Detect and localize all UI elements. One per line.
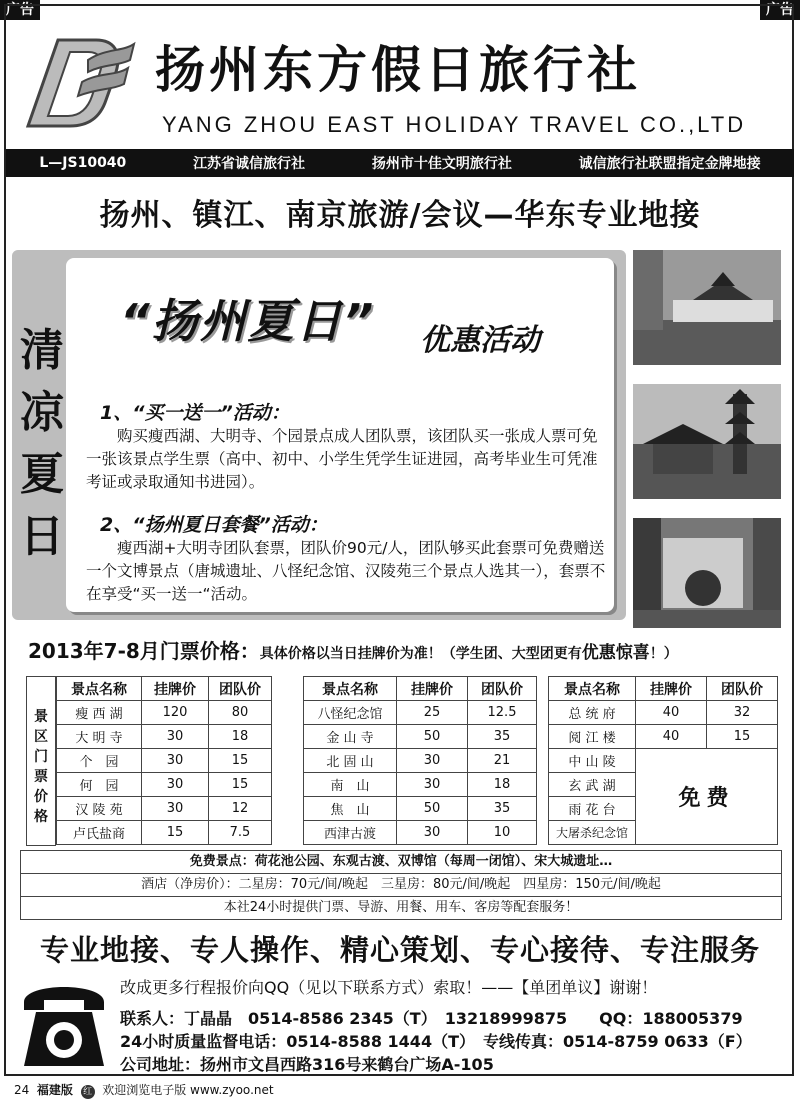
cell: 15 <box>142 821 209 845</box>
cell: 30 <box>142 749 209 773</box>
side-label-char: 区 <box>34 729 48 745</box>
cell: 30 <box>397 821 468 845</box>
footer-url-text[interactable]: 欢迎浏览电子版 www.zyoo.net <box>102 1083 274 1097</box>
page-number: 24 <box>14 1083 30 1097</box>
cell: 50 <box>397 725 468 749</box>
table-row <box>549 701 778 725</box>
table-row <box>57 749 272 773</box>
table-row <box>549 749 778 773</box>
cell: 12.5 <box>468 701 537 725</box>
table-header-row <box>57 677 272 701</box>
col-header: 团队价 <box>209 677 272 701</box>
cell: 汉 陵 苑 <box>57 797 142 821</box>
credential: 江苏省诚信旅行社 <box>193 156 306 172</box>
hotel-price-row: 酒店（净房价）：二星房：70元/间/晚起 三星房：80元/间/晚起 四星房：150元/间/晚起 <box>20 873 782 897</box>
cell: 21 <box>468 749 537 773</box>
cell: 卢氏盐商 <box>57 821 142 845</box>
company-name-cn: 扬州东方假日旅行社 <box>155 40 641 99</box>
publication-badge-icon: 红 <box>81 1085 95 1099</box>
table-header-row <box>549 677 778 701</box>
col-header: 景点名称 <box>304 677 397 701</box>
side-title-char: 清 <box>20 325 64 376</box>
services-note-row: 本社24小时提供门票、导游、用餐、用车、客房等配套服务！ <box>20 896 782 920</box>
credentials-bar <box>6 149 794 177</box>
col-header: 挂牌价 <box>636 677 707 701</box>
photo-five-pavilion-bridge <box>633 250 781 365</box>
main-slogan: 扬州、镇江、南京旅游/会议—华东专业地接 <box>99 198 701 233</box>
company-logo <box>18 30 136 136</box>
license-number: L—JS10040 <box>39 155 127 171</box>
cell: 大屠杀纪念馆 <box>549 821 636 845</box>
side-title-char: 凉 <box>20 387 64 438</box>
cell: 35 <box>468 725 537 749</box>
promo-title: “扬州夏日” <box>120 294 376 348</box>
table-row <box>57 773 272 797</box>
side-label-char: 价 <box>34 789 48 805</box>
cell: 15 <box>209 773 272 797</box>
side-label-char: 门 <box>34 749 48 765</box>
cell: 15 <box>209 749 272 773</box>
price-header-highlight: 优惠惊喜 <box>581 643 650 663</box>
cell: 中 山 陵 <box>549 749 636 773</box>
cell: 个 园 <box>57 749 142 773</box>
ticket-price-side-label <box>26 676 56 846</box>
cell: 西津古渡 <box>304 821 397 845</box>
ad-tag-left: 广告 <box>0 0 40 20</box>
price-header-title: 2013年7-8月门票价格： <box>28 639 260 663</box>
cell: 35 <box>468 797 537 821</box>
cell: 7.5 <box>209 821 272 845</box>
cell: 80 <box>209 701 272 725</box>
photo-garden <box>633 518 781 628</box>
cell: 30 <box>142 797 209 821</box>
activity-2-text: 瘦西湖+大明寺团队套票，团队价90元/人，团队够买此套票可免费赠送一个文博景点（唐城遗址、八怪纪念馆、汉陵苑三个景点人选其一），套票不在享受“买一送一“活动。 <box>86 539 606 603</box>
col-header: 挂牌价 <box>397 677 468 701</box>
table-row <box>57 701 272 725</box>
cell: 玄 武 湖 <box>549 773 636 797</box>
activity-1-text: 购买瘦西湖、大明寺、个园景点成人团队票，该团队买一张成人票可免一张该景点学生票（高中、初中、小学生凭学生证进园，高考毕业生可凭准考证或录取通知书进园）。 <box>86 427 598 491</box>
table-row <box>57 821 272 845</box>
side-label-char: 景 <box>34 709 48 725</box>
activity-1-title: 1、“买一送一”活动： <box>100 402 290 424</box>
side-title-char: 日 <box>20 511 64 562</box>
side-title-char: 夏 <box>20 449 64 500</box>
cell: 50 <box>397 797 468 821</box>
table-row <box>57 725 272 749</box>
cell: 18 <box>468 773 537 797</box>
table-header-row <box>304 677 537 701</box>
cell: 何 园 <box>57 773 142 797</box>
cell: 阅 江 楼 <box>549 725 636 749</box>
cell: 32 <box>707 701 778 725</box>
col-header: 团队价 <box>468 677 537 701</box>
ad-tag-right: 广告 <box>760 0 800 20</box>
table-row <box>304 773 537 797</box>
cell: 40 <box>636 725 707 749</box>
table-row <box>304 821 537 845</box>
price-header <box>28 635 678 664</box>
price-table-zhenjiang <box>303 676 537 845</box>
cell: 30 <box>397 749 468 773</box>
price-header-note-end: ！） <box>649 646 678 662</box>
side-title <box>14 320 70 568</box>
price-table-nanjing <box>548 676 778 845</box>
cell: 八怪纪念馆 <box>304 701 397 725</box>
cell: 30 <box>397 773 468 797</box>
cell: 18 <box>209 725 272 749</box>
table-row <box>549 725 778 749</box>
cell: 金 山 寺 <box>304 725 397 749</box>
company-address: 公司地址：扬州市文昌西路316号来鹤台广场A-105 <box>120 1055 494 1074</box>
credential: 诚信旅行社联盟指定金牌地接 <box>578 156 761 172</box>
edition-label: 福建版 <box>36 1083 73 1097</box>
contact-person: 联系人：丁晶晶 0514-8586 2345（T） 13218999875 QQ：188005379 <box>120 1009 743 1028</box>
contact-note: 改成更多行程报价向QQ（见以下联系方式）索取！——【单团单议】谢谢！ <box>120 978 658 997</box>
price-header-note: 具体价格以当日挂牌价为准！（学生团、大型团更有 <box>259 646 582 662</box>
cell: 12 <box>209 797 272 821</box>
activity-2-title: 2、“扬州夏日套餐”活动： <box>100 514 328 536</box>
table-row <box>304 797 537 821</box>
col-header: 景点名称 <box>549 677 636 701</box>
cell: 120 <box>142 701 209 725</box>
free-admission-label: 免费 <box>636 749 778 845</box>
company-name-en: YANG ZHOU EAST HOLIDAY TRAVEL CO.,LTD <box>162 112 747 137</box>
contact-phones: 24小时质量监督电话：0514-8588 1444（T） 专线传真：0514-8759 0633（F） <box>120 1032 752 1051</box>
cell: 雨 花 台 <box>549 797 636 821</box>
side-label-char: 票 <box>34 769 48 785</box>
telephone-icon <box>18 972 110 1072</box>
table-row <box>304 725 537 749</box>
cell: 大 明 寺 <box>57 725 142 749</box>
table-row <box>304 749 537 773</box>
service-slogan: 专业地接、专人操作、精心策划、专心接待、专注服务 <box>39 933 760 967</box>
cell: 瘦 西 湖 <box>57 701 142 725</box>
free-spots-row: 免费景点：荷花池公园、东观古渡、双博馆（每周一闭馆）、宋大城遗址… <box>20 850 782 874</box>
side-label-char: 格 <box>34 809 48 825</box>
page-footer <box>14 1081 274 1099</box>
col-header: 团队价 <box>707 677 778 701</box>
table-row <box>304 701 537 725</box>
cell: 北 固 山 <box>304 749 397 773</box>
cell: 30 <box>142 725 209 749</box>
credential: 扬州市十佳文明旅行社 <box>371 156 512 172</box>
photo-daming-temple-pagoda <box>633 384 781 499</box>
cell: 15 <box>707 725 778 749</box>
price-table-yangzhou <box>56 676 272 845</box>
col-header: 景点名称 <box>57 677 142 701</box>
cell: 总 统 府 <box>549 701 636 725</box>
cell: 焦 山 <box>304 797 397 821</box>
col-header: 挂牌价 <box>142 677 209 701</box>
cell: 30 <box>142 773 209 797</box>
cell: 25 <box>397 701 468 725</box>
table-row <box>57 797 272 821</box>
promo-title-sub: 优惠活动 <box>420 323 540 358</box>
cell: 40 <box>636 701 707 725</box>
cell: 南 山 <box>304 773 397 797</box>
cell: 10 <box>468 821 537 845</box>
